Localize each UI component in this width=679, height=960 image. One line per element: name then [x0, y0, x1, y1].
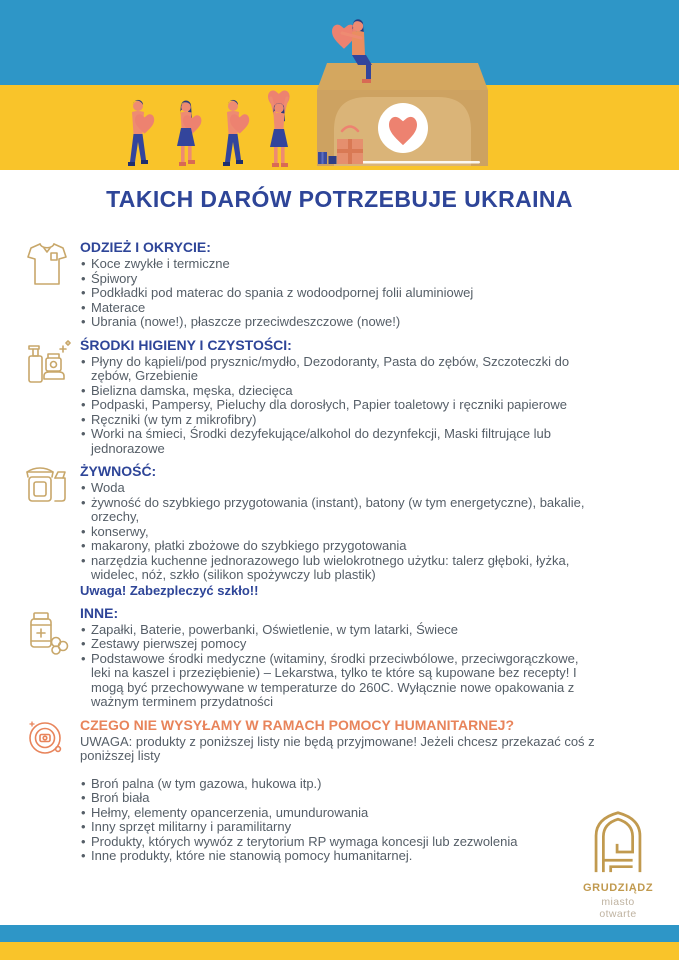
cosmetics-icon [25, 338, 80, 457]
section-hygiene [25, 338, 655, 457]
list-item: • Zapałki, Baterie, powerbanki, Oświetlenie, w tym latarki, Świece [80, 623, 600, 638]
list-item: • Płyny do kąpieli/pod prysznic/mydło, Dezodoranty, Pasta do zębów, Szczoteczki do zębów, Grzebienie [80, 355, 600, 384]
section-excluded [25, 718, 655, 864]
section-heading: CZEGO NIE WYSYŁAMY W RAMACH POMOCY HUMANITARNEJ? [80, 716, 515, 733]
footer-stripe-yellow [0, 942, 679, 960]
section-other [25, 606, 655, 710]
section-heading: ODZIEŻ I OKRYCIE: [80, 239, 211, 255]
list-item: • Podstawowe środki medyczne (witaminy, środki przeciwbólowe, przeciwgorączkowe, leki na kaszel i przeziębienie) – Lekarstwa, tylko te które są kupowane bez recepty! I mogą być przechowywane w temperaturze do 260C. Wyłącznie nowe opakowania z ważnym terminem przydatności [80, 652, 600, 710]
grudziadz-logo [583, 810, 653, 920]
section-heading: ŚRODKI HIGIENY I CZYSTOŚCI: [80, 336, 292, 353]
footer-stripe-blue [0, 925, 679, 942]
list-item: • żywność do szybkiego przygotowania (instant), batony (w tym energetyczne), bakalie, orzechy, [80, 496, 600, 525]
content [25, 240, 655, 872]
list-item: • Broń biała [80, 791, 600, 806]
list-item: • Bielizna damska, męska, dziecięca [80, 384, 600, 399]
clothing-list [80, 257, 473, 330]
list-item: • Hełmy, elementy opancerzenia, umundurowania [80, 806, 600, 821]
glass-warning-note: Uwaga! Zabezpleczyć szkło!! [80, 582, 259, 598]
list-item: • Worki na śmieci, Środki dezyfekujące/alkohol do dezynfekcji, Maski filtrujące lub jednorazowe [80, 427, 600, 456]
list-item: • Woda [80, 481, 600, 496]
list-item: • narzędzia kuchenne jednorazowego lub wielokrotnego użytku: talerz głęboki, łyżka, widelec, nóż, szkło (silikon spożywczy lub plastik) [80, 554, 600, 583]
page-title: TAKICH DARÓW POTRZEBUJE UKRAINA [106, 186, 573, 212]
list-item: • Zestawy pierwszej pomocy [80, 637, 600, 652]
list-item: • Ubrania (nowe!), płaszcze przeciwdeszczowe (nowe!) [80, 315, 473, 330]
list-item: • Inny sprzęt militarny i paramilitarny [80, 820, 600, 835]
hygiene-list [80, 355, 600, 457]
tshirt-icon [25, 240, 80, 330]
food-jar-icon [25, 464, 80, 598]
section-hygiene-text [80, 338, 600, 457]
list-item: • makarony, płatki zbożowe do szybkiego przygotowania [80, 539, 600, 554]
section-food-text [80, 464, 600, 598]
list-item: • Ręczniki (w tym z mikrofibry) [80, 413, 600, 428]
list-item: • Koce zwykłe i termiczne [80, 257, 473, 272]
section-clothing-text [80, 240, 473, 330]
list-item: • Podkładki pod materac do spania z wodoodpornej folii aluminiowej [80, 286, 473, 301]
excluded-intro: UWAGA: produkty z poniższej listy nie będą przyjmowane! Jeżeli chcesz przekazać coś z poniższej listy [80, 733, 595, 763]
section-heading: INNE: [80, 604, 119, 621]
list-item: • Materace [80, 301, 473, 316]
list-item: • Podpaski, Pampersy, Pieluchy dla dorosłych, Papier toaletowy i ręczniki papierowe [80, 398, 600, 413]
food-list [80, 481, 600, 583]
logo-tagline: miasto otwarte [599, 896, 637, 920]
city-gate-icon [590, 810, 646, 874]
section-food [25, 464, 655, 598]
list-item: • Śpiwory [80, 272, 473, 287]
donation-illustration [0, 0, 679, 170]
section-clothing [25, 240, 655, 330]
section-heading: ŻYWNOŚĆ: [80, 463, 157, 479]
other-list [80, 623, 600, 710]
prohibited-icon [25, 718, 80, 864]
excluded-list [80, 777, 600, 864]
section-excluded-text [80, 718, 600, 864]
section-other-text [80, 606, 600, 710]
medicine-icon [25, 606, 80, 710]
logo-city-name: GRUDZIĄDZ [583, 882, 654, 894]
list-item: • Inne produkty, które nie stanowią pomocy humanitarnej. [80, 849, 600, 864]
list-item: • Broń palna (w tym gazowa, hukowa itp.) [80, 777, 600, 792]
list-item: • Produkty, których wywóz z terytorium RP wymaga koncesji lub zezwolenia [80, 835, 600, 850]
list-item: • konserwy, [80, 525, 600, 540]
